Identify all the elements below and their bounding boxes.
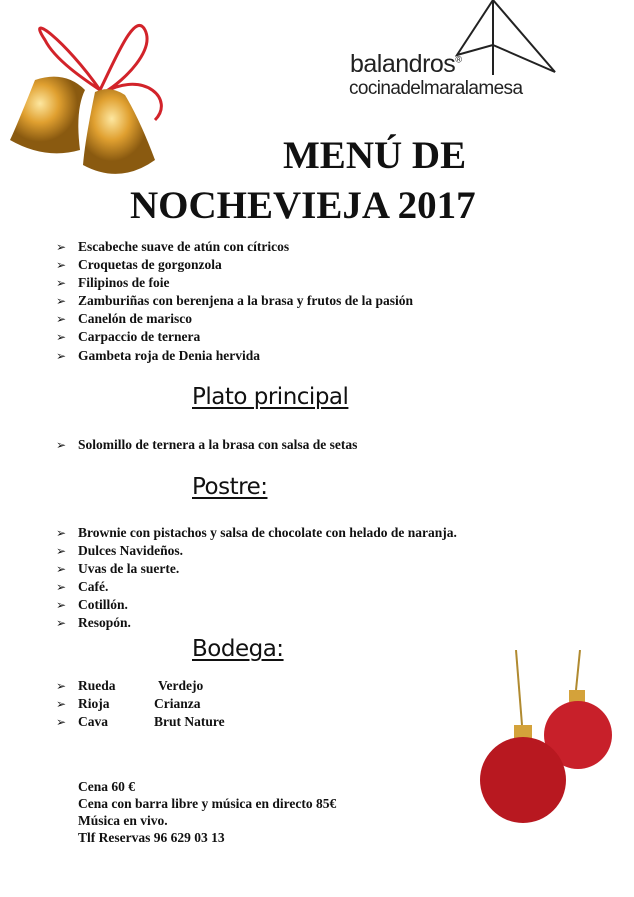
logo-brand: balandros®: [350, 50, 462, 78]
wine-list: [56, 677, 225, 731]
title-line1: MENÚ DE: [283, 134, 467, 177]
wine-type: Verdejo: [158, 678, 204, 693]
list-item: [56, 713, 225, 731]
christmas-bells-icon: [5, 0, 165, 185]
list-item: [56, 560, 457, 578]
dessert-heading: Postre:: [192, 474, 268, 500]
bullet-arrow-icon: ➢: [56, 580, 67, 595]
item-text: Brownie con pistachos y salsa de chocolate con helado de naranja.: [78, 525, 457, 540]
list-item: [56, 677, 225, 695]
list-item: [56, 695, 225, 713]
bullet-arrow-icon: ➢: [56, 544, 67, 559]
bullet-arrow-icon: ➢: [56, 616, 67, 631]
bullet-arrow-icon: ➢: [56, 715, 67, 730]
bullet-arrow-icon: ➢: [56, 240, 67, 254]
bullet-arrow-icon: ➢: [56, 348, 67, 363]
list-item: [56, 238, 413, 256]
footer-info: [78, 778, 336, 846]
bullet-arrow-icon: ➢: [56, 598, 67, 613]
bullet-arrow-icon: ➢: [56, 438, 67, 452]
bullet-arrow-icon: ➢: [56, 562, 67, 577]
main-list: [56, 436, 357, 454]
item-text: Zamburiñas con berenjena a la brasa y frutos de la pasión: [78, 293, 414, 309]
bullet-arrow-icon: ➢: [56, 697, 67, 712]
bullet-arrow-icon: ➢: [56, 312, 67, 327]
item-text: Gambeta roja de Denia hervida: [78, 347, 260, 363]
item-text: Carpaccio de ternera: [78, 329, 201, 345]
item-text: Dulces Navideños.: [78, 543, 184, 559]
main-heading: Plato principal: [192, 384, 349, 410]
list-item: [56, 310, 413, 328]
footer-line: Cena con barra libre y música en directo 85€: [78, 796, 337, 811]
starters-list: [56, 238, 413, 365]
wine-heading: Bodega:: [192, 636, 284, 662]
wine-type: Brut Nature: [154, 714, 225, 730]
item-text: Uvas de la suerte.: [78, 561, 180, 577]
footer-line: Música en vivo.: [78, 813, 168, 828]
sailboat-logo-icon: [455, 0, 565, 75]
list-item: [56, 274, 413, 292]
wine-type: Crianza: [154, 696, 201, 712]
bullet-arrow-icon: ➢: [56, 276, 67, 291]
item-text: Café.: [78, 579, 109, 595]
list-item: [56, 436, 357, 454]
item-text: Escabeche suave de atún con cítricos: [78, 239, 290, 254]
list-item: [56, 578, 457, 596]
bullet-arrow-icon: ➢: [56, 258, 67, 273]
list-item: [56, 596, 457, 614]
item-text: Filipinos de foie: [78, 275, 170, 291]
bullet-arrow-icon: ➢: [56, 526, 67, 540]
list-item: [56, 328, 413, 346]
list-item: [56, 614, 457, 632]
item-text: Solomillo de ternera a la brasa con salsa de setas: [78, 437, 358, 452]
bullet-arrow-icon: ➢: [56, 294, 67, 309]
footer-line: Tlf Reservas 96 629 03 13: [78, 830, 225, 845]
item-text: Cotillón.: [78, 597, 128, 613]
item-text: Croquetas de gorgonzola: [78, 257, 222, 273]
wine-region: Cava: [78, 714, 108, 730]
list-item: [56, 542, 457, 560]
list-item: [56, 524, 457, 542]
bullet-arrow-icon: ➢: [56, 330, 67, 345]
wine-region: Rioja: [78, 696, 110, 712]
wine-region: Rueda: [78, 678, 116, 693]
footer-line: Cena 60 €: [78, 779, 135, 794]
item-text: Resopón.: [78, 615, 131, 631]
dessert-list: [56, 524, 457, 633]
logo-tagline: cocinadelmaralamesa: [349, 78, 523, 99]
item-text: Canelón de marisco: [78, 311, 192, 327]
christmas-ornaments-icon: [478, 650, 618, 830]
list-item: [56, 256, 413, 274]
bullet-arrow-icon: ➢: [56, 679, 67, 693]
title-line2: NOCHEVIEJA 2017: [130, 184, 476, 227]
list-item: [56, 347, 413, 365]
list-item: [56, 292, 413, 310]
